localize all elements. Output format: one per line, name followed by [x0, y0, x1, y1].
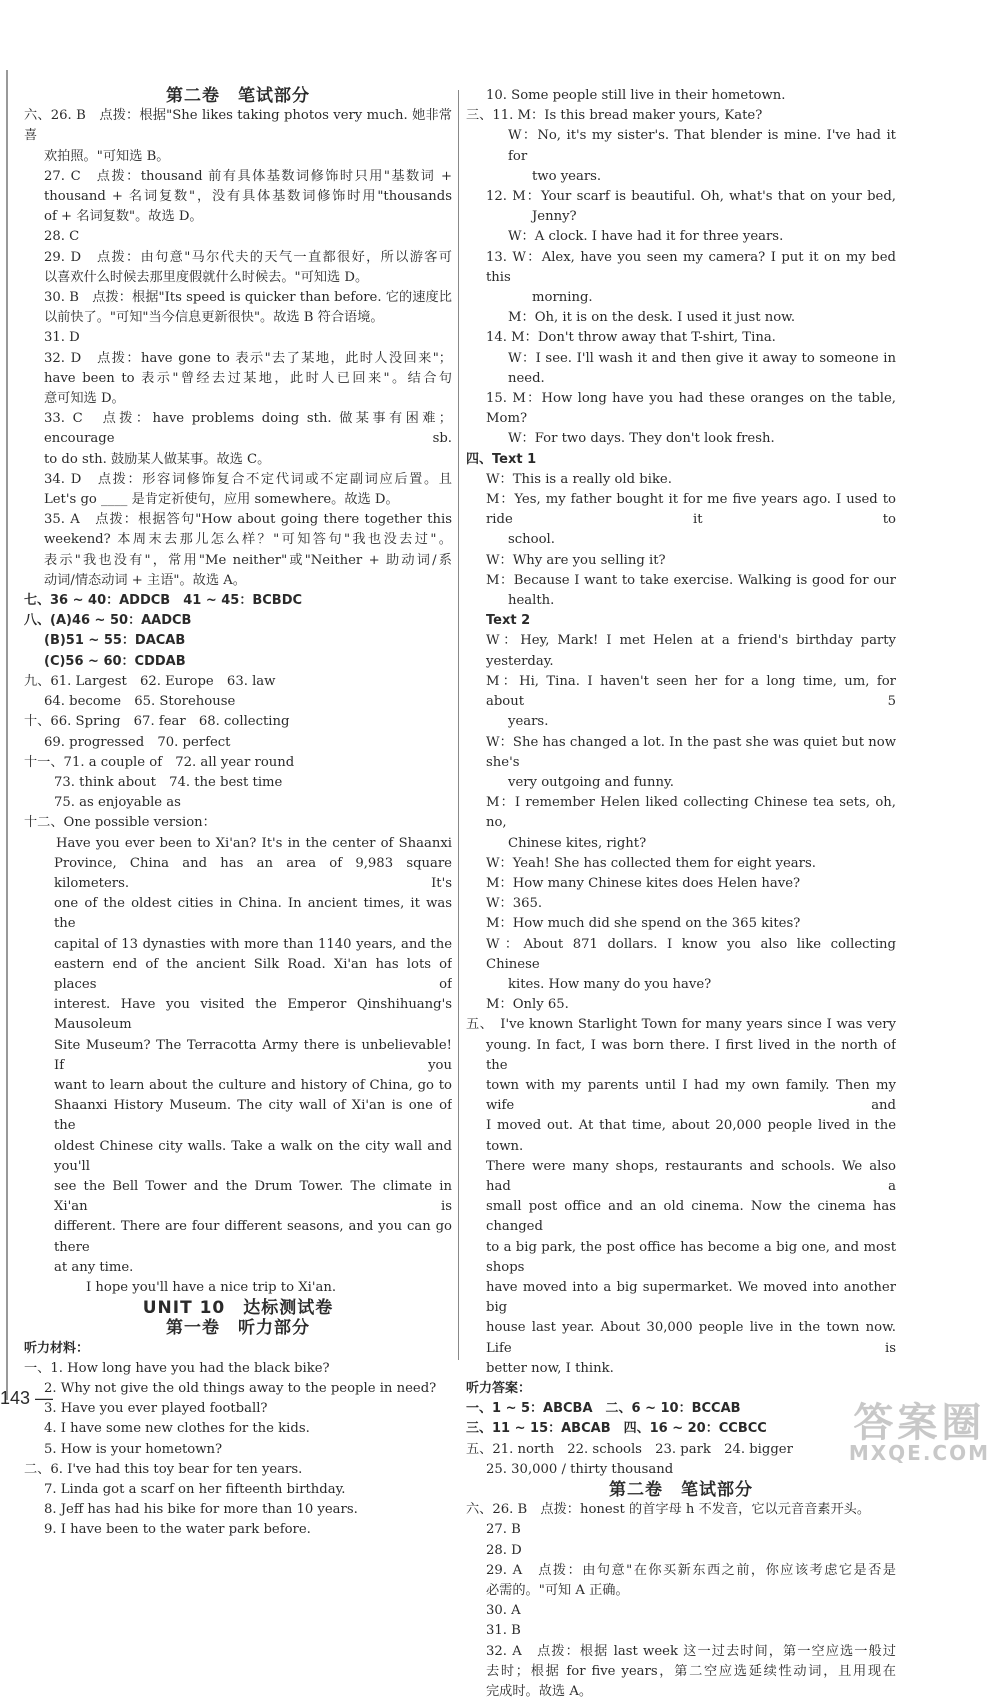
text-line: 表示"我也没有"，常用"Me neither"或"Neither + 助动词/系: [44, 552, 452, 568]
text-line: one of the oldest cities in China. In ancient times, it was the: [54, 896, 452, 932]
text-line: 意可知选 D。: [44, 391, 125, 407]
text-line: 七、36 ~ 40：ADDCB 41 ~ 45：BCBDC: [24, 593, 303, 609]
text-line: M：Oh, it is on the desk. I used it just now.: [508, 310, 796, 326]
text-line: morning.: [532, 290, 593, 306]
text-line: 13. W：Alex, have you seen my camera? I put it on my bed this: [486, 249, 896, 285]
text-line: health.: [508, 593, 555, 609]
text-line: 4. I have some new clothes for the kids.: [44, 1421, 310, 1437]
text-line: 32. D 点拨：have gone to 表示"去了某地，此时人没回来"；: [44, 350, 452, 366]
text-line: M：Yes, my father bought it for me five years ago. I used to ride it to: [486, 492, 896, 528]
text-line: Have you ever been to Xi'an? It's in the center of Shaanxi: [56, 835, 452, 851]
text-line: W：I see. I'll wash it and then give it away to someone in need.: [508, 350, 896, 386]
text-line: I hope you'll have a nice trip to Xi'an.: [86, 1279, 337, 1295]
right-column: [466, 86, 896, 1702]
text-line: to do sth. 鼓励某人做某事。故选 C。: [44, 451, 271, 467]
text-line: better now, I think.: [486, 1360, 614, 1376]
text-line: oldest Chinese city walls. Take a walk on the city wall and you'll: [54, 1138, 452, 1174]
text-line: small post office and an old cinema. Now the cinema has changed: [486, 1199, 896, 1235]
text-line: 27. B: [486, 1522, 521, 1538]
text-line: Text 2: [486, 613, 531, 629]
section-heading: UNIT 10 达标测试卷: [142, 1298, 334, 1319]
text-line: 五、21. north 22. schools 23. park 24. bigger: [466, 1441, 793, 1457]
text-line: 30. A: [486, 1603, 521, 1619]
text-line: 六、26. B 点拨：honest 的首字母 h 不发音，它以元音音素开头。: [466, 1502, 871, 1518]
page-edge: [6, 70, 8, 1400]
text-line: W：Why are you selling it?: [486, 552, 666, 568]
text-line: W：About 871 dollars. I know you also like collecting Chinese: [486, 936, 896, 972]
text-line: 以喜欢什么时候去那里度假就什么时候去。"可知选 D。: [44, 269, 369, 285]
text-line: 30. B 点拨：根据"Its speed is quicker than before. 它的速度比: [44, 290, 452, 306]
text-line: W：A clock. I have had it for three years.: [508, 229, 784, 245]
watermark: [848, 1400, 990, 1465]
text-line: house last year. About 30,000 people live in the town now. Life is: [486, 1320, 896, 1356]
page-number: 143 —: [0, 1388, 54, 1408]
text-line: W：For two days. They don't look fresh.: [508, 431, 775, 447]
text-line: capital of 13 dynasties with more than 1140 years, and the: [54, 936, 452, 952]
text-line: 完成时。故选 A。: [486, 1684, 593, 1700]
text-line: M：How much did she spend on the 365 kites?: [486, 916, 801, 932]
text-line: of + 名词复数"。故选 D。: [44, 209, 203, 225]
column-divider: [458, 90, 459, 1360]
text-line: 5. How is your hometown?: [44, 1441, 223, 1457]
text-line: 一、1. How long have you had the black bike?: [24, 1360, 330, 1376]
text-line: interest. Have you visited the Emperor Qinshihuang's Mausoleum: [54, 997, 452, 1033]
text-line: 十、66. Spring 67. fear 68. collecting: [24, 714, 290, 730]
watermark-url: MXQE.COM: [848, 1441, 990, 1465]
text-line: 29. A 点拨：由句意"在你买新东西之前，你应该考虑它是否是: [486, 1562, 896, 1578]
text-line: 三、11 ~ 15：ABCAB 四、16 ~ 20：CCBCC: [466, 1421, 767, 1437]
text-line: (C)56 ~ 60：CDDAB: [44, 653, 186, 669]
text-line: 12. M：Your scarf is beautiful. Oh, what's that on your bed,: [486, 189, 896, 205]
text-line: 14. M：Don't throw away that T-shirt, Tina.: [486, 330, 776, 346]
text-line: 64. become 65. Storehouse: [44, 694, 236, 710]
text-line: Site Museum? The Terracotta Army there is unbelievable! If you: [54, 1037, 452, 1073]
text-line: 听力答案：: [466, 1381, 532, 1396]
text-line: W：No, it's my sister's. That blender is mine. I've had it for: [508, 128, 896, 164]
text-line: 29. D 点拨：由句意"马尔代夫的天气一直都很好，所以游客可: [44, 249, 452, 265]
text-line: 25. 30,000 / thirty thousand: [486, 1461, 674, 1477]
text-line: eastern end of the ancient Silk Road. Xi'an has lots of places of: [54, 956, 452, 992]
text-line: I moved out. At that time, about 20,000 people lived in the town.: [486, 1118, 896, 1154]
text-line: 31. B: [486, 1623, 521, 1639]
text-line: W：Yeah! She has collected them for eight years.: [486, 855, 816, 871]
text-line: see the Bell Tower and the Drum Tower. The climate in Xi'an is: [54, 1178, 452, 1215]
text-line: 3. Have you ever played football?: [44, 1401, 268, 1417]
text-line: 去时；根据 for five years，第二空应选延续性动词，且用现在: [486, 1663, 896, 1679]
text-line: 31. D: [44, 330, 80, 346]
text-line: 33. C 点拨：have problems doing sth. 做某事有困难；encourage sb.: [44, 411, 452, 447]
text-line: 28. D: [486, 1542, 522, 1558]
text-line: W：She has changed a lot. In the past she was quiet but now she's: [486, 734, 896, 770]
section-heading: 第二卷 笔试部分: [609, 1480, 753, 1501]
text-line: 35. A 点拨：根据答句"How about going there together this: [44, 512, 452, 528]
text-line: W：365.: [486, 896, 543, 912]
text-line: 10. Some people still live in their hometown.: [486, 88, 786, 103]
text-line: town with my parents until I had my own family. Then my wife and: [486, 1077, 896, 1114]
text-line: 三、11. M：Is this bread maker yours, Kate?: [466, 108, 763, 124]
text-line: kites. How many do you have?: [508, 976, 712, 992]
text-line: 2. Why not give the old things away to the people in need?: [44, 1381, 437, 1396]
text-line: Chinese kites, right?: [508, 835, 647, 851]
text-line: have moved into a big supermarket. We moved into another big: [486, 1279, 896, 1316]
text-line: 四、Text 1: [466, 451, 537, 467]
text-line: 以前快了。"可知"当今信息更新很快"。故选 B 符合语境。: [44, 310, 384, 326]
text-line: Shaanxi History Museum. The city wall of Xi'an is one of the: [54, 1098, 452, 1134]
text-line: have been to 表示"曾经去过某地，此时人已回来"。结合句: [44, 370, 452, 386]
text-line: 九、61. Largest 62. Europe 63. law: [24, 673, 276, 689]
text-line: 动词/情态动词 + 主语"。故选 A。: [44, 572, 246, 588]
text-line: very outgoing and funny.: [508, 774, 674, 790]
text-line: 必需的。"可知 A 正确。: [486, 1583, 629, 1599]
text-line: (B)51 ~ 55：DACAB: [44, 633, 186, 649]
text-line: 28. C: [44, 229, 80, 245]
text-line: Jenny?: [532, 209, 577, 225]
text-line: 听力材料：: [24, 1340, 90, 1356]
text-line: 六、26. B 点拨：根据"She likes taking photos very much. 她非常喜: [24, 108, 452, 144]
left-column: [24, 86, 452, 1541]
text-line: years.: [508, 714, 549, 730]
text-line: 二、6. I've had this toy bear for ten years.: [24, 1461, 303, 1477]
text-line: 五、 I've known Starlight Town for many years since I was very: [466, 1017, 896, 1033]
text-line: at any time.: [54, 1259, 134, 1275]
text-line: Let's go ____ 是肯定祈使句，应用 somewhere。故选 D。: [44, 492, 399, 508]
text-line: 欢拍照。"可知选 B。: [44, 148, 170, 164]
text-line: W：This is a really old bike.: [486, 471, 672, 487]
text-line: 十二、One possible version：: [24, 815, 216, 831]
text-line: weekend? 本周末去那儿怎么样？"可知答句"我也没去过"。: [44, 532, 452, 548]
text-line: 32. A 点拨：根据 last week 这一过去时间，第一空应选一般过: [486, 1643, 896, 1659]
text-line: thousand + 名词复数"，没有具体基数词修饰时用"thousands: [44, 189, 452, 205]
text-line: 73. think about 74. the best time: [54, 774, 283, 790]
text-line: school.: [508, 532, 555, 548]
text-line: 75. as enjoyable as: [54, 795, 181, 811]
section-heading: 第一卷 听力部分: [166, 1318, 310, 1339]
text-line: M：Because I want to take exercise. Walking is good for our: [486, 572, 896, 588]
text-line: 十一、71. a couple of 72. all year round: [24, 754, 295, 770]
text-line: 27. C 点拨：thousand 前有具体基数词修饰时只用"基数词 +: [44, 168, 452, 184]
text-line: M：Only 65.: [486, 997, 569, 1013]
text-line: 15. M：How long have you had these oranges on the table, Mom?: [486, 391, 896, 427]
text-line: 7. Linda got a scarf on her fifteenth birthday.: [44, 1482, 346, 1498]
text-line: two years.: [532, 168, 602, 184]
text-line: young. In fact, I was born there. I first lived in the north of the: [486, 1037, 896, 1073]
text-line: M：I remember Helen liked collecting Chinese tea sets, oh, no,: [486, 795, 896, 831]
text-line: different. There are four different seasons, and you can go there: [54, 1219, 452, 1255]
text-line: Province, China and has an area of 9,983 square kilometers. It's: [54, 855, 452, 891]
text-line: There were many shops, restaurants and schools. We also had a: [486, 1158, 896, 1194]
text-line: 一、1 ~ 5：ABCBA 二、6 ~ 10：BCCAB: [466, 1401, 741, 1417]
watermark-logo-text: 答案圈: [853, 1400, 986, 1446]
text-line: W：Hey, Mark! I met Helen at a friend's birthday party yesterday.: [486, 633, 896, 669]
text-line: M：How many Chinese kites does Helen have?: [486, 875, 801, 891]
text-line: 8. Jeff has had his bike for more than 10 years.: [44, 1502, 358, 1518]
text-line: M：Hi, Tina. I haven't seen her for a long time, um, for about 5: [486, 673, 896, 710]
text-line: 34. D 点拨：形容词修饰复合不定代词或不定副词应后置。且: [44, 471, 452, 487]
text-line: 69. progressed 70. perfect: [44, 734, 231, 750]
text-line: want to learn about the culture and history of China, go to: [54, 1077, 452, 1093]
section-heading: 第二卷 笔试部分: [166, 86, 310, 106]
text-line: 9. I have been to the water park before.: [44, 1522, 311, 1538]
text-line: to a big park, the post office has become a big one, and most shops: [486, 1239, 896, 1275]
text-line: 八、(A)46 ~ 50：AADCB: [24, 613, 192, 629]
